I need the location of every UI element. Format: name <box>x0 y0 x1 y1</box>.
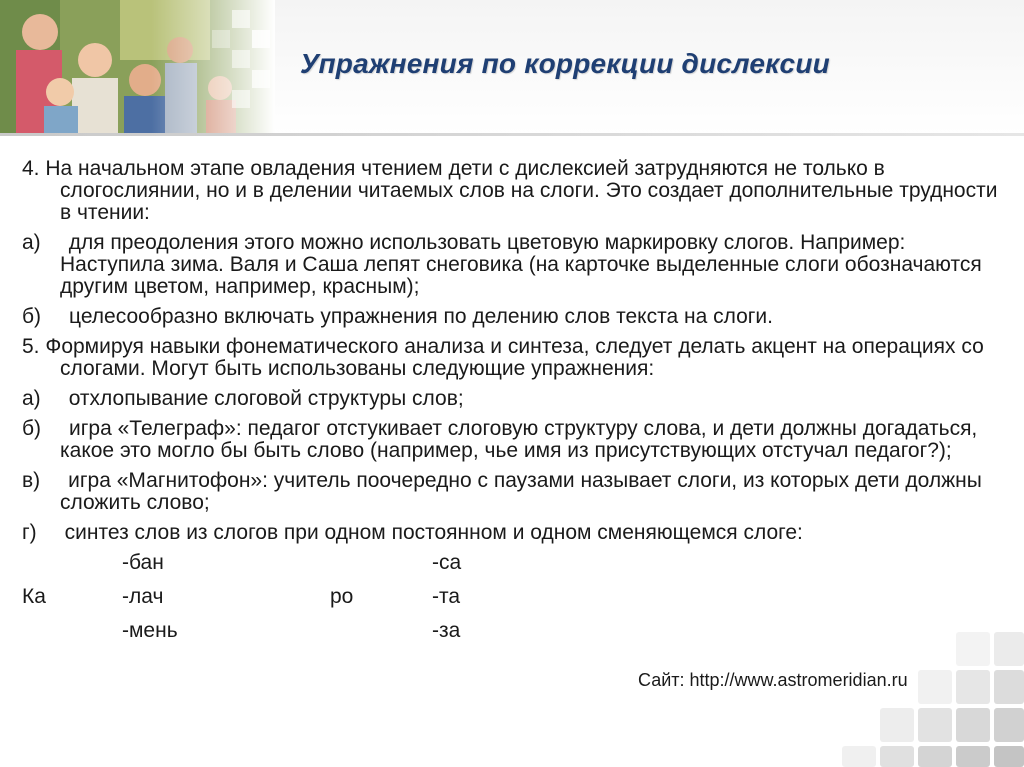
paragraph-marker: 4. <box>22 157 40 180</box>
syllable-cell: -са <box>432 551 462 574</box>
slide-body <box>22 158 1007 654</box>
mosaic-tile <box>880 746 914 767</box>
syllable-cell: -за <box>432 619 461 642</box>
syllable-cell: Ка <box>22 585 46 608</box>
mosaic-tile <box>956 670 990 704</box>
list-item-b <box>22 418 1007 462</box>
paragraph-text: Формируя навыки фонематического анализа и синтеза, следует делать акцент на операциях со слогами. Могут быть использованы следующие упражнения: <box>45 335 984 380</box>
list-marker: в) <box>22 469 41 492</box>
list-item-text: игра «Магнитофон»: учитель поочередно с паузами называет слоги, из которых дети должны сложить слово; <box>60 469 982 514</box>
syllable-cell: -мень <box>122 619 178 642</box>
list-item-a <box>22 232 1007 298</box>
syllable-cell: -та <box>432 585 461 608</box>
mosaic-tile <box>956 632 990 666</box>
syllable-row <box>22 620 1007 654</box>
mosaic-tile <box>994 746 1024 767</box>
slide-title: Упражнения по коррекции дислексии <box>300 48 830 79</box>
list-item-text: отхлопывание слоговой структуры слов; <box>68 387 464 410</box>
paragraph-5 <box>22 336 1007 380</box>
list-item-text: целесообразно включать упражнения по делению слов текста на слоги. <box>69 305 773 328</box>
list-marker: б) <box>22 417 42 440</box>
list-marker: г) <box>22 521 37 544</box>
syllable-row <box>22 552 1007 586</box>
paragraph-marker: 5. <box>22 335 40 358</box>
mosaic-tile <box>918 746 952 767</box>
list-item-text: синтез слов из слогов при одном постоянном и одном сменяющемся слоге: <box>64 521 803 544</box>
mosaic-tile <box>842 746 876 767</box>
syllable-table <box>22 552 1007 654</box>
mosaic-tile <box>918 708 952 742</box>
list-marker: б) <box>22 305 42 328</box>
slide-header <box>0 0 1024 135</box>
list-item-text: для преодоления этого можно использовать цветовую маркировку слогов. Например: Наступила зима. Валя и Саша лепят снеговика (на карточке выделенные слоги обозначаются другим цветом, например, красным); <box>60 231 982 298</box>
list-item-v <box>22 470 1007 514</box>
list-marker: а) <box>22 387 41 410</box>
syllable-cell: ро <box>330 585 354 608</box>
mosaic-tile <box>994 670 1024 704</box>
syllable-row <box>22 586 1007 620</box>
syllable-cell: -лач <box>122 585 164 608</box>
mosaic-tile <box>918 670 952 704</box>
source-site-link[interactable]: Сайт: http://www.astromeridian.ru <box>638 670 908 690</box>
paragraph-4 <box>22 158 1007 224</box>
paragraph-text: На начальном этапе овладения чтением дети с дислексией затрудняются не только в слогослиянии, но и в делении читаемых слов на слоги. Это создает дополнительные трудности в чтении: <box>45 157 998 224</box>
list-item-a <box>22 388 1007 410</box>
mosaic-tile <box>956 746 990 767</box>
syllable-cell: -бан <box>122 551 164 574</box>
list-item-b <box>22 306 1007 328</box>
list-marker: а) <box>22 231 41 254</box>
header-divider <box>0 133 1024 136</box>
list-item-g <box>22 522 1007 544</box>
mosaic-tile <box>880 708 914 742</box>
mosaic-tile <box>994 632 1024 666</box>
family-photo-collage <box>0 0 275 133</box>
mosaic-tile <box>994 708 1024 742</box>
list-item-text: игра «Телеграф»: педагог отстукивает слоговую структуру слова, и дети должны догадаться, какое это могло бы быть слово (например, чье имя из присутствующих отстучал педагог?); <box>60 417 978 462</box>
mosaic-tile <box>956 708 990 742</box>
